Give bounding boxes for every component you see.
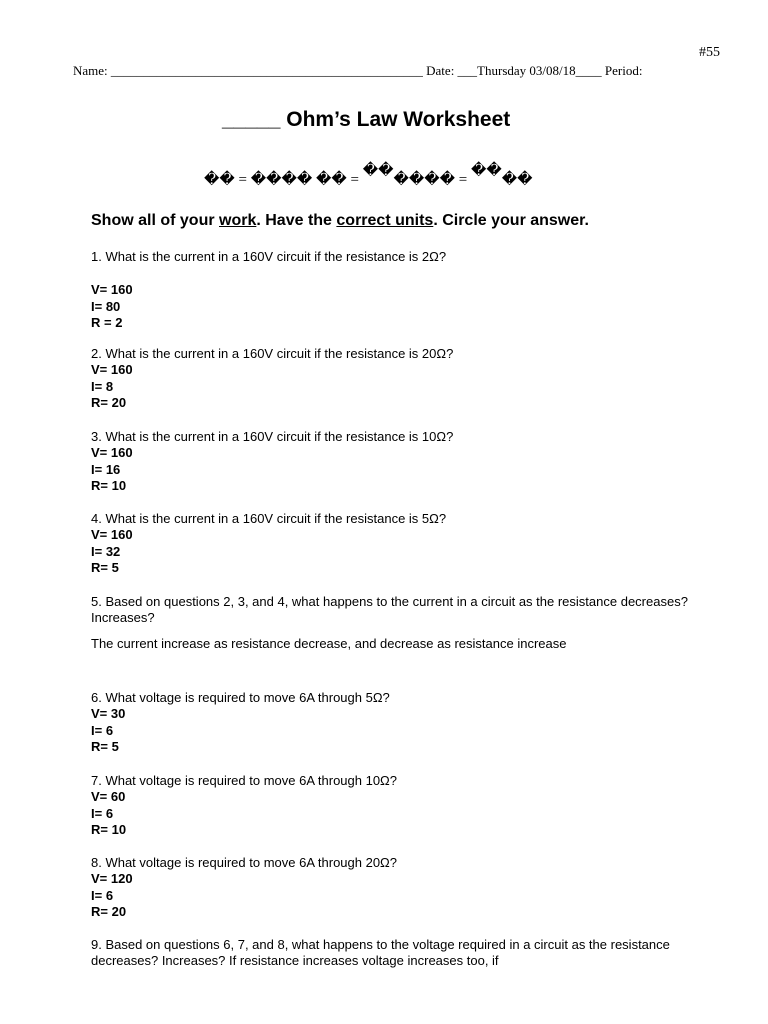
- question-text: 8. What voltage is required to move 6A through 20Ω?: [91, 855, 398, 870]
- question-7: [91, 773, 691, 839]
- formula-part-1: �� = ���� �� =: [204, 172, 363, 188]
- answer-voltage: V= 160: [91, 445, 133, 460]
- answer-voltage: V= 60: [91, 789, 126, 804]
- instructions-work: work: [219, 212, 257, 229]
- instructions-text-1: Show all of your: [91, 212, 220, 229]
- formula-superscript-1: ��: [362, 163, 394, 179]
- answer-voltage: V= 30: [91, 706, 126, 721]
- question-8: [91, 855, 691, 921]
- answer-current: I= 6: [91, 887, 114, 903]
- question-4: [91, 511, 691, 577]
- answer-resistance: R= 5: [91, 560, 119, 575]
- question-text: 6. What voltage is required to move 6A through 5Ω?: [91, 690, 390, 705]
- answer-resistance: R = 2: [91, 315, 123, 330]
- question-text: 1. What is the current in a 160V circuit if the resistance is 2Ω?: [91, 249, 447, 264]
- ohms-law-formula: [204, 163, 533, 189]
- instructions: [91, 212, 589, 230]
- worksheet-title: _____ Ohm’s Law Worksheet: [222, 108, 511, 131]
- answer-resistance: R= 10: [91, 478, 127, 493]
- question-text: 4. What is the current in a 160V circuit if the resistance is 5Ω?: [91, 511, 447, 526]
- question-6: [91, 690, 691, 756]
- question-text: 9. Based on questions 6, 7, and 8, what happens to the voltage required in a circuit as the resistance decreases? Increases? If resistance increases voltage increases too, if: [91, 937, 670, 968]
- question-3: [91, 429, 691, 495]
- answer-resistance: R= 5: [91, 739, 119, 754]
- formula-superscript-2: ��: [470, 163, 502, 179]
- answer-voltage: V= 120: [91, 871, 133, 886]
- question-5: [91, 594, 691, 652]
- formula-part-2: ���� =: [393, 172, 471, 188]
- instructions-text-3: . Circle your answer.: [433, 212, 589, 229]
- question-text: 2. What is the current in a 160V circuit if the resistance is 20Ω?: [91, 346, 454, 361]
- question-9: [91, 937, 691, 969]
- question-2: [91, 346, 691, 412]
- instructions-correct-units: correct units: [336, 212, 434, 229]
- question-text: 7. What voltage is required to move 6A through 10Ω?: [91, 773, 398, 788]
- formula-part-3: ��: [501, 172, 533, 188]
- answer-current: I= 16: [91, 461, 121, 477]
- answer-current: I= 8: [91, 378, 114, 394]
- answer-resistance: R= 10: [91, 822, 127, 837]
- question-text: 3. What is the current in a 160V circuit if the resistance is 10Ω?: [91, 429, 454, 444]
- answer-resistance: R= 20: [91, 395, 127, 410]
- student-info-line: Name: ________________________________________________ Date: ___Thursday 03/08/18____ Period:: [73, 63, 643, 78]
- written-response: The current increase as resistance decrease, and decrease as resistance increase: [91, 636, 567, 651]
- answer-voltage: V= 160: [91, 362, 133, 377]
- question-text: 5. Based on questions 2, 3, and 4, what happens to the current in a circuit as the resistance decreases? Increases?: [91, 594, 688, 625]
- instructions-text-2: . Have the: [256, 212, 337, 229]
- page-number: #55: [699, 45, 720, 60]
- answer-current: I= 6: [91, 722, 114, 738]
- answer-current: I= 32: [91, 543, 121, 559]
- answer-current: I= 6: [91, 805, 114, 821]
- answer-current: I= 80: [91, 298, 121, 314]
- answer-voltage: V= 160: [91, 527, 133, 542]
- answer-resistance: R= 20: [91, 904, 127, 919]
- question-1: [91, 249, 691, 332]
- answer-voltage: V= 160: [91, 282, 133, 297]
